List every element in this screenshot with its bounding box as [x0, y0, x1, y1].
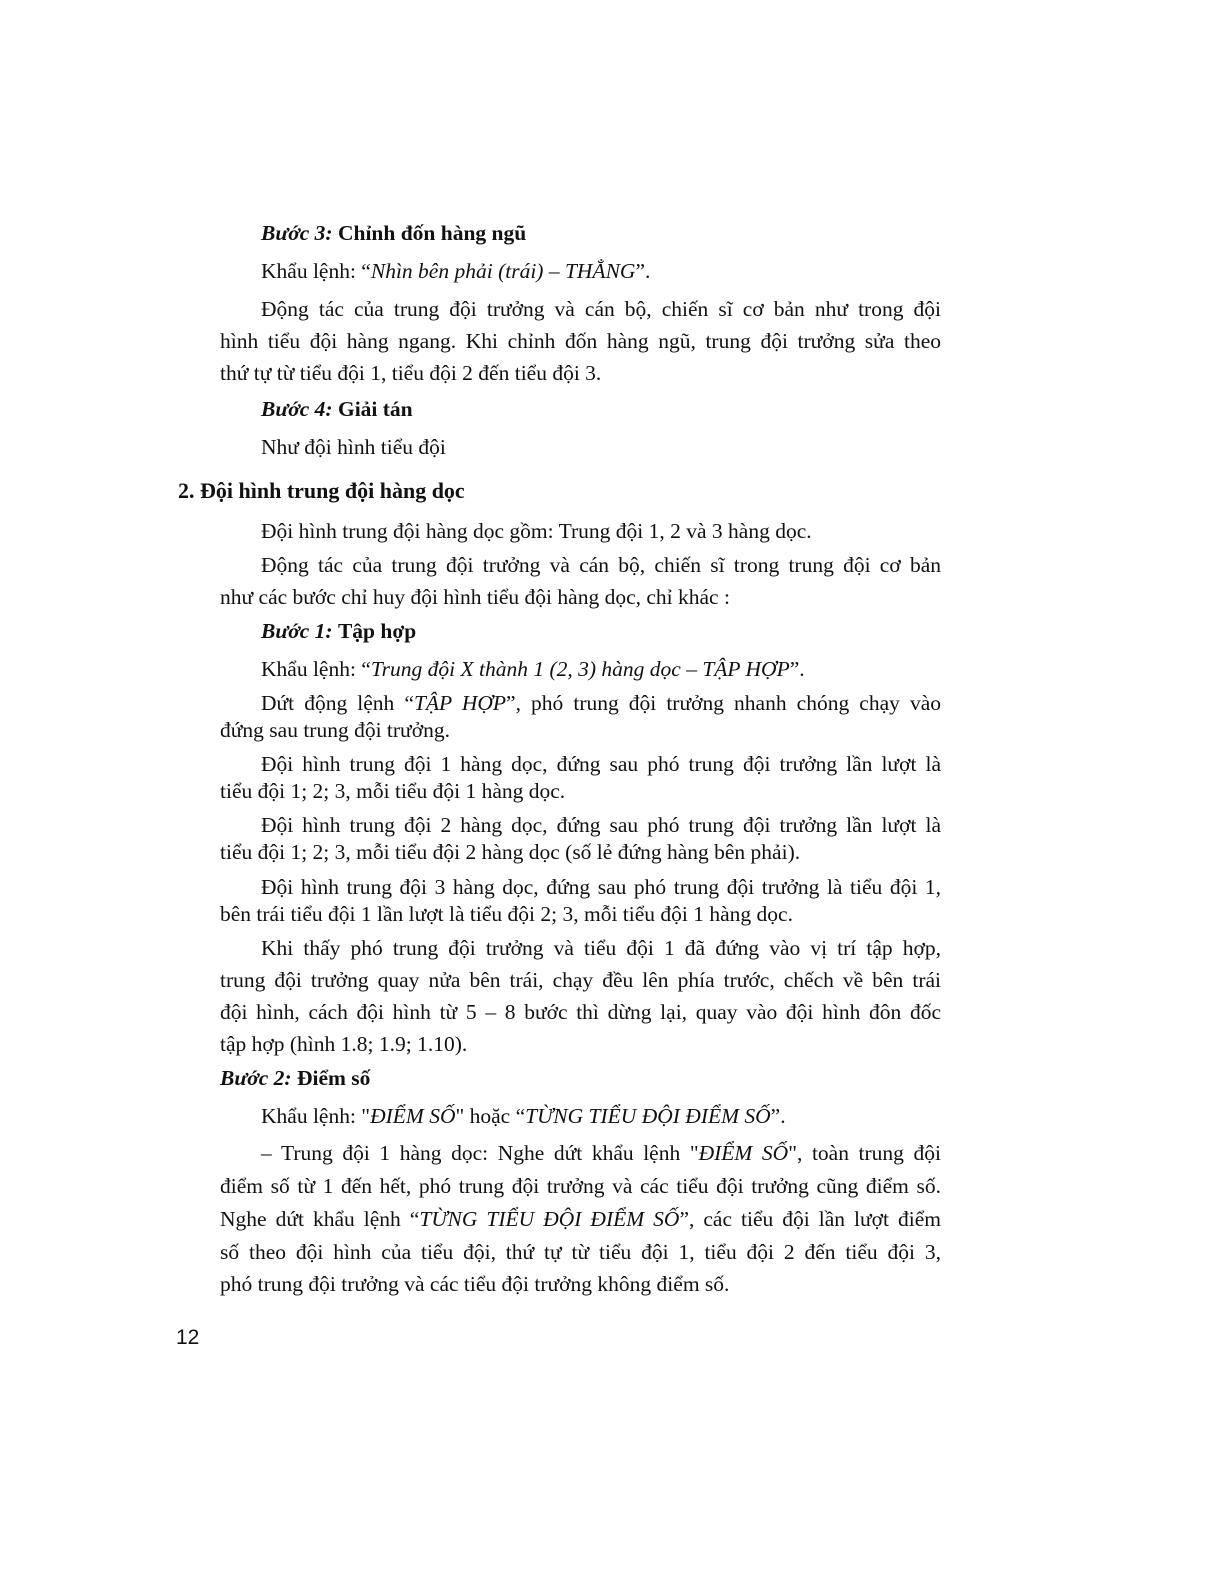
section-heading: 2. Đội hình trung đội hàng dọc	[178, 478, 465, 503]
step1-command-suffix: ”.	[789, 657, 805, 681]
step3-command-suffix: ”.	[635, 259, 651, 283]
paragraph-line: đứng sau trung đội trưởng.	[220, 718, 450, 742]
step4-text: Như đội hình tiểu đội	[261, 435, 446, 459]
step1-label: Bước 1:	[261, 619, 333, 643]
step2-command	[261, 1101, 786, 1131]
paragraph-line: Đội hình trung đội 3 hàng dọc, đứng sau phó trung đội trưởng là tiểu đội 1,	[261, 875, 941, 899]
step2-label: Bước 2:	[220, 1066, 292, 1090]
step3-command-text: Nhìn bên phải (trái) – THẲNG	[370, 259, 636, 283]
paragraph-line	[220, 1204, 941, 1234]
step3-title: Chỉnh đốn hàng ngũ	[337, 221, 527, 245]
step1-command-text: Trung đội X thành 1 (2, 3) hàng dọc – TẬP HỢP	[370, 657, 790, 681]
text-run: " hoặc “	[455, 1104, 526, 1128]
paragraph-line: bên trái tiểu đội 1 lần lượt là tiểu đội 2; 3, mỗi tiểu đội 1 hàng dọc.	[220, 902, 793, 926]
paragraph-line: tiểu đội 1; 2; 3, mỗi tiểu đội 2 hàng dọc (số lẻ đứng hàng bên phải).	[220, 840, 801, 864]
text-run: Khẩu lệnh: "	[261, 1104, 371, 1128]
paragraph-line: thứ tự từ tiểu đội 1, tiểu đội 2 đến tiểu đội 3.	[220, 361, 602, 385]
quote-run: ĐIỂM SỐ	[698, 1141, 789, 1165]
step1-heading	[261, 616, 416, 646]
paragraph-line: điểm số từ 1 đến hết, phó trung đội trưởng và các tiểu đội trưởng cũng điểm số.	[220, 1174, 941, 1198]
text-run: ”.	[770, 1104, 786, 1128]
paragraph-line: đội hình, cách đội hình từ 5 – 8 bước thì dừng lại, quay vào đội hình đôn đốc	[220, 1000, 941, 1024]
step2-heading	[220, 1063, 370, 1093]
paragraph-line: số theo đội hình của tiểu đội, thứ tự từ tiểu đội 1, tiểu đội 2 đến tiểu đội 3,	[220, 1240, 941, 1264]
text-run: Dứt động lệnh “	[261, 691, 414, 715]
step1-title: Tập hợp	[337, 619, 417, 643]
paragraph-line: hình tiểu đội hàng ngang. Khi chỉnh đốn hàng ngũ, trung đội trưởng sửa theo	[220, 329, 941, 353]
paragraph-line: phó trung đội trưởng và các tiểu đội trưởng không điểm số.	[220, 1272, 730, 1296]
paragraph-line	[261, 1138, 941, 1168]
step4-label: Bước 4:	[261, 397, 333, 421]
step4-title: Giải tán	[337, 397, 413, 421]
paragraph-line: Đội hình trung đội 2 hàng dọc, đứng sau phó trung đội trưởng lần lượt là	[261, 813, 941, 837]
step3-label: Bước 3:	[261, 221, 333, 245]
quote-run: TẬP HỢP	[413, 691, 507, 715]
step1-command-prefix: Khẩu lệnh: “	[261, 657, 371, 681]
quote-run: TỪNG TIỂU ĐỘI ĐIỂM SỐ	[525, 1104, 771, 1128]
section-intro: Đội hình trung đội hàng dọc gồm: Trung đội 1, 2 và 3 hàng dọc.	[261, 519, 812, 543]
step3-heading	[261, 218, 526, 248]
paragraph-line: Động tác của trung đội trưởng và cán bộ, chiến sĩ trong trung đội cơ bản	[261, 553, 941, 577]
paragraph-line: tập hợp (hình 1.8; 1.9; 1.10).	[220, 1032, 468, 1056]
quote-run: TỪNG TIỂU ĐỘI ĐIỂM SỐ	[419, 1207, 680, 1231]
text-run: Nghe dứt khẩu lệnh “	[220, 1207, 420, 1231]
step3-command-prefix: Khẩu lệnh: “	[261, 259, 371, 283]
paragraph-line: Đội hình trung đội 1 hàng dọc, đứng sau phó trung đội trưởng lần lượt là	[261, 752, 941, 776]
text-run: ", toàn trung đội	[788, 1141, 941, 1165]
paragraph-line: Động tác của trung đội trưởng và cán bộ, chiến sĩ cơ bản như trong đội	[261, 297, 941, 321]
step2-title: Điểm số	[296, 1066, 371, 1090]
quote-run: ĐIỂM SỐ	[370, 1104, 456, 1128]
paragraph-line: Khi thấy phó trung đội trưởng và tiểu đội 1 đã đứng vào vị trí tập hợp,	[261, 936, 941, 960]
paragraph-line: như các bước chỉ huy đội hình tiểu đội hàng dọc, chỉ khác :	[220, 585, 730, 609]
paragraph-line: tiểu đội 1; 2; 3, mỗi tiểu đội 1 hàng dọc.	[220, 779, 566, 803]
page-number: 12	[176, 1326, 200, 1349]
text-run: ”, phó trung đội trưởng nhanh chóng chạy vào	[506, 691, 941, 715]
step4-heading	[261, 394, 413, 424]
text-run: – Trung đội 1 hàng dọc: Nghe dứt khẩu lệnh "	[261, 1141, 699, 1165]
step1-command	[261, 654, 805, 684]
paragraph-line	[261, 688, 941, 718]
step3-command	[261, 256, 650, 286]
paragraph-line: trung đội trưởng quay nửa bên trái, chạy đều lên phía trước, chếch về bên trái	[220, 968, 941, 992]
text-run: ”, các tiểu đội lần lượt điểm	[679, 1207, 941, 1231]
